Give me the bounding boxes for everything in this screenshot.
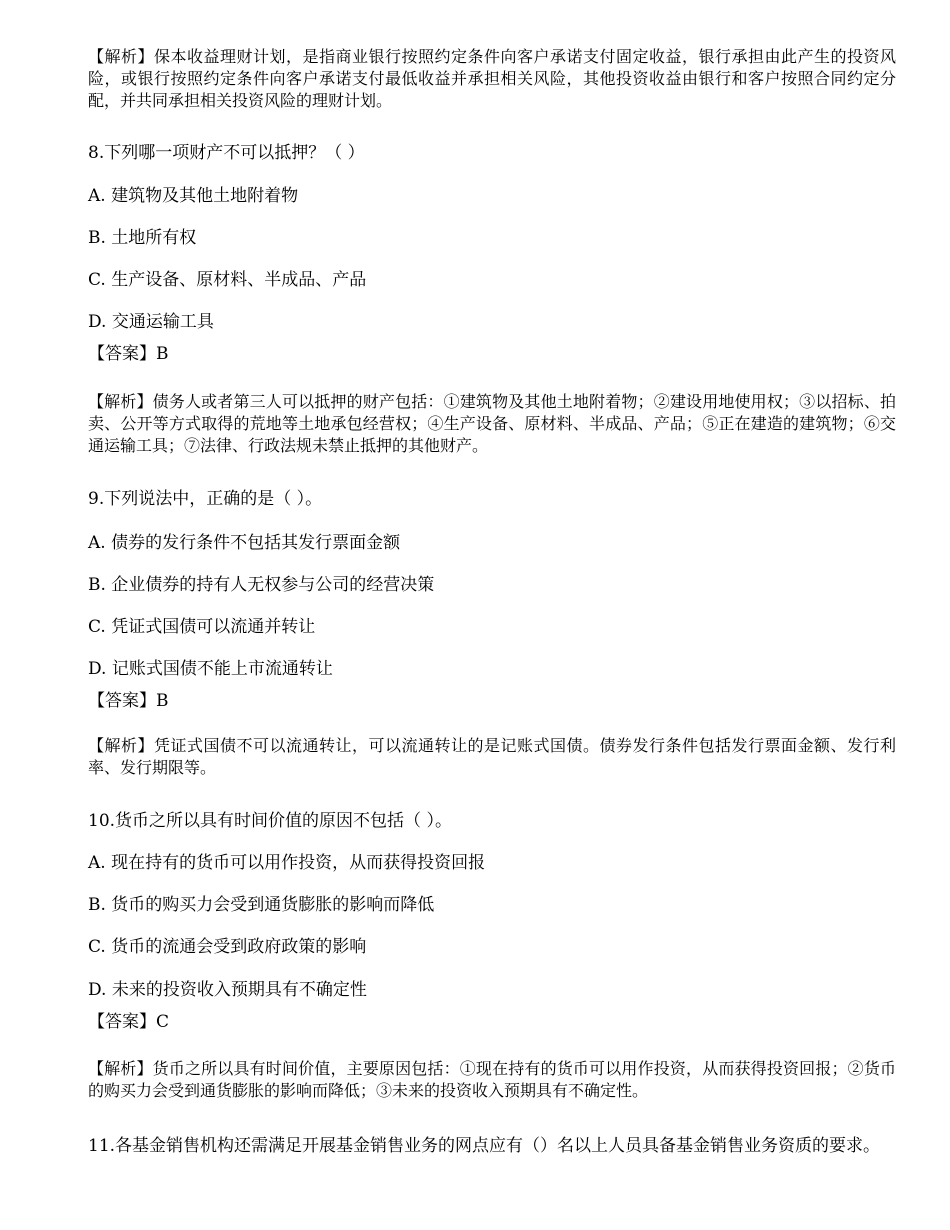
explanation-q7: 【解析】保本收益理财计划，是指商业银行按照约定条件向客户承诺支付固定收益，银行承担由此产生的投资风险，或银行按照约定条件向客户承诺支付最低收益并承担相关风险，其他投资收益由银行和客户按照合同约定分配，并共同承担相关投资风险的理财计划。	[88, 47, 896, 110]
q10-answer: 【答案】C	[88, 1012, 170, 1032]
q10-option-b: B. 货币的购买力会受到通货膨胀的影响而降低	[88, 895, 435, 915]
q8-option-b: B. 土地所有权	[88, 228, 197, 248]
q9-option-a: A. 债券的发行条件不包括其发行票面金额	[88, 533, 401, 553]
q10-option-a: A. 现在持有的货币可以用作投资，从而获得投资回报	[88, 853, 486, 873]
q9-option-c: C. 凭证式国债可以流通并转让	[88, 617, 316, 637]
q9-option-d: D. 记账式国债不能上市流通转让	[88, 659, 333, 679]
question-8: 8.下列哪一项财产不可以抵押？（ ）	[88, 143, 365, 163]
q8-option-c: C. 生产设备、原材料、半成品、产品	[88, 270, 367, 290]
q10-option-c: C. 货币的流通会受到政府政策的影响	[88, 937, 367, 957]
q8-answer: 【答案】B	[88, 344, 169, 364]
q8-explanation: 【解析】债务人或者第三人可以抵押的财产包括：①建筑物及其他土地附着物；②建设用地使用权；③以招标、拍卖、公开等方式取得的荒地等土地承包经营权；④生产设备、原材料、半成品、产品；⑤正在建造的建筑物；⑥交通运输工具；⑦法律、行政法规未禁止抵押的其他财产。	[88, 392, 896, 455]
question-9: 9.下列说法中，正确的是（ ）。	[88, 489, 323, 509]
q10-explanation: 【解析】货币之所以具有时间价值，主要原因包括：①现在持有的货币可以用作投资，从而获得投资回报；②货币的购买力会受到通货膨胀的影响而降低；③未来的投资收入预期具有不确定性。	[88, 1059, 896, 1100]
q8-option-d: D. 交通运输工具	[88, 312, 214, 332]
q9-explanation: 【解析】凭证式国债不可以流通转让，可以流通转让的是记账式国债。债券发行条件包括发行票面金额、发行利率、发行期限等。	[88, 736, 896, 777]
q9-answer: 【答案】B	[88, 691, 169, 711]
q8-option-a: A. 建筑物及其他土地附着物	[88, 186, 299, 206]
question-11: 11.各基金销售机构还需满足开展基金销售业务的网点应有（）名以上人员具备基金销售业务资质的要求。	[88, 1136, 881, 1156]
q9-option-b: B. 企业债券的持有人无权参与公司的经营决策	[88, 575, 435, 595]
q10-option-d: D. 未来的投资收入预期具有不确定性	[88, 980, 367, 1000]
question-10: 10.货币之所以具有时间价值的原因不包括（ ）。	[88, 811, 452, 831]
